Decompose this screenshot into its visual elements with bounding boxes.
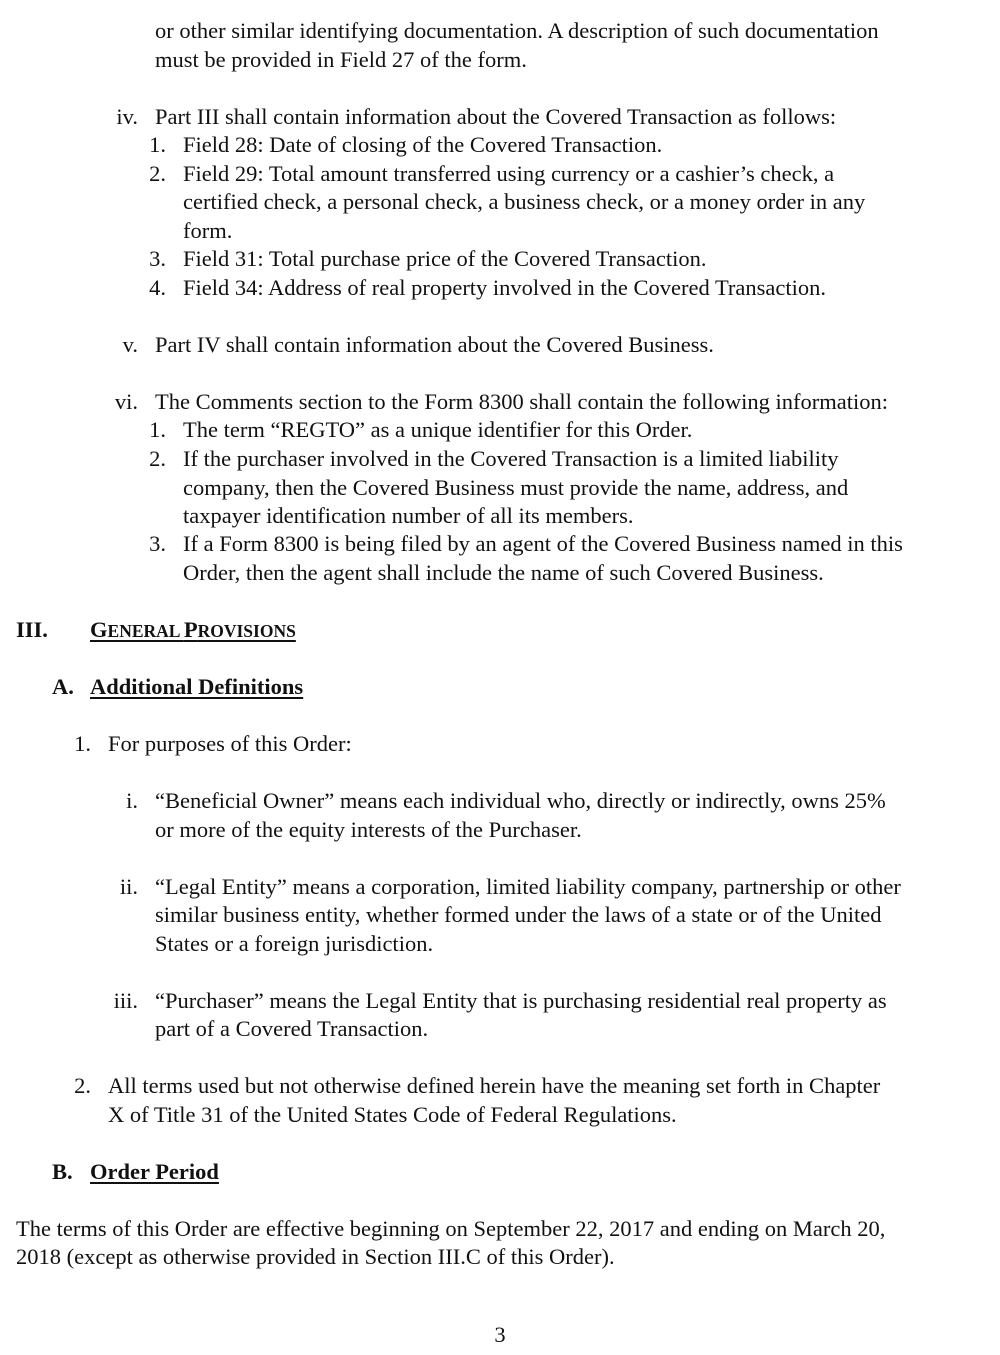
item-v-text: Part IV shall contain information about the Covered Business. bbox=[155, 332, 714, 357]
subsection-a-marker: A. bbox=[52, 674, 74, 699]
item-vi-sub-2-line-3: taxpayer identification number of all its members. bbox=[183, 503, 634, 528]
definition-ii-line-3: States or a foreign jurisdiction. bbox=[155, 931, 434, 956]
item-iv-sub-2-line-3: form. bbox=[183, 218, 233, 243]
definition-iii-marker: iii. bbox=[113, 988, 138, 1013]
definitions-para-1-text: For purposes of this Order: bbox=[108, 731, 352, 756]
item-vi-marker: vi. bbox=[114, 389, 138, 414]
definition-iii-line-2: part of a Covered Transaction. bbox=[155, 1016, 429, 1041]
section-iii-title-part-3: P bbox=[183, 617, 198, 642]
definitions-para-1-marker: 1. bbox=[74, 731, 91, 756]
item-iv-sub-2-line-2: certified check, a personal check, a business check, or a money order in any bbox=[183, 189, 866, 214]
item-iv-sub-3-text: Field 31: Total purchase price of the Covered Transaction. bbox=[183, 246, 707, 271]
item-vi-sub-1-marker: 1. bbox=[149, 417, 166, 442]
order-period-line-2: 2018 (except as otherwise provided in Section III.C of this Order). bbox=[16, 1244, 615, 1269]
subsection-b-title: Order Period bbox=[90, 1159, 219, 1184]
item-iv-sub-2-line-1: Field 29: Total amount transferred using currency or a cashier’s check, a bbox=[183, 161, 835, 186]
item-vi-sub-1-text: The term “REGTO” as a unique identifier for this Order. bbox=[183, 417, 693, 442]
item-iv-sub-1-marker: 1. bbox=[149, 132, 166, 157]
item-iv-sub-4-text: Field 34: Address of real property involved in the Covered Transaction. bbox=[183, 275, 827, 300]
definition-ii-marker: ii. bbox=[119, 874, 138, 899]
definition-ii-line-1: “Legal Entity” means a corporation, limited liability company, partnership or other bbox=[155, 874, 901, 899]
item-iv-sub-4-marker: 4. bbox=[149, 275, 166, 300]
definition-iii-line-1: “Purchaser” means the Legal Entity that is purchasing residential real property as bbox=[155, 988, 887, 1013]
item-v-marker: v. bbox=[122, 332, 138, 357]
definitions-para-2-line-2: X of Title 31 of the United States Code of Federal Regulations. bbox=[108, 1102, 677, 1127]
order-period-line-1: The terms of this Order are effective beginning on September 22, 2017 and ending on March 20, bbox=[16, 1216, 886, 1241]
subsection-b-marker: B. bbox=[52, 1159, 73, 1184]
page-number: 3 bbox=[494, 1322, 506, 1347]
item-vi-sub-2-marker: 2. bbox=[149, 446, 166, 471]
item-iv-sub-3-marker: 3. bbox=[149, 246, 166, 271]
definition-i-line-2: or more of the equity interests of the Purchaser. bbox=[155, 817, 582, 842]
item-iv-sub-2-marker: 2. bbox=[149, 161, 166, 186]
item-iv-marker: iv. bbox=[116, 104, 138, 129]
definitions-para-2-marker: 2. bbox=[74, 1073, 91, 1098]
item-iv-sub-1-text: Field 28: Date of closing of the Covered Transaction. bbox=[183, 132, 663, 157]
section-iii-title-part-4: ROVISIONS bbox=[197, 621, 296, 641]
section-iii-title-part-1: G bbox=[90, 617, 108, 642]
section-iii-title-part-2: ENERAL bbox=[107, 621, 184, 641]
item-vi-sub-2-line-2: company, then the Covered Business must provide the name, address, and bbox=[183, 475, 849, 500]
definition-i-marker: i. bbox=[126, 788, 138, 813]
item-vi-sub-3-line-2: Order, then the agent shall include the name of such Covered Business. bbox=[183, 560, 824, 585]
item-vi-sub-2-line-1: If the purchaser involved in the Covered Transaction is a limited liability bbox=[183, 446, 839, 471]
definitions-para-2-line-1: All terms used but not otherwise defined herein have the meaning set forth in Chapter bbox=[108, 1073, 881, 1098]
subsection-a-title: Additional Definitions bbox=[90, 674, 304, 699]
definition-ii-line-2: similar business entity, whether formed under the laws of a state or of the United bbox=[155, 902, 882, 927]
section-iii-title bbox=[90, 616, 296, 646]
definition-i-line-1: “Beneficial Owner” means each individual who, directly or indirectly, owns 25% bbox=[155, 788, 886, 813]
item-vi-text: The Comments section to the Form 8300 shall contain the following information: bbox=[155, 389, 889, 414]
continuation-line-2: must be provided in Field 27 of the form. bbox=[155, 47, 527, 72]
continuation-line-1: or other similar identifying documentation. A description of such documentation bbox=[155, 18, 879, 43]
section-iii-marker: III. bbox=[16, 617, 48, 642]
item-iv-text: Part III shall contain information about the Covered Transaction as follows: bbox=[155, 104, 837, 129]
item-vi-sub-3-line-1: If a Form 8300 is being filed by an agent of the Covered Business named in this bbox=[183, 531, 903, 556]
item-vi-sub-3-marker: 3. bbox=[149, 531, 166, 556]
